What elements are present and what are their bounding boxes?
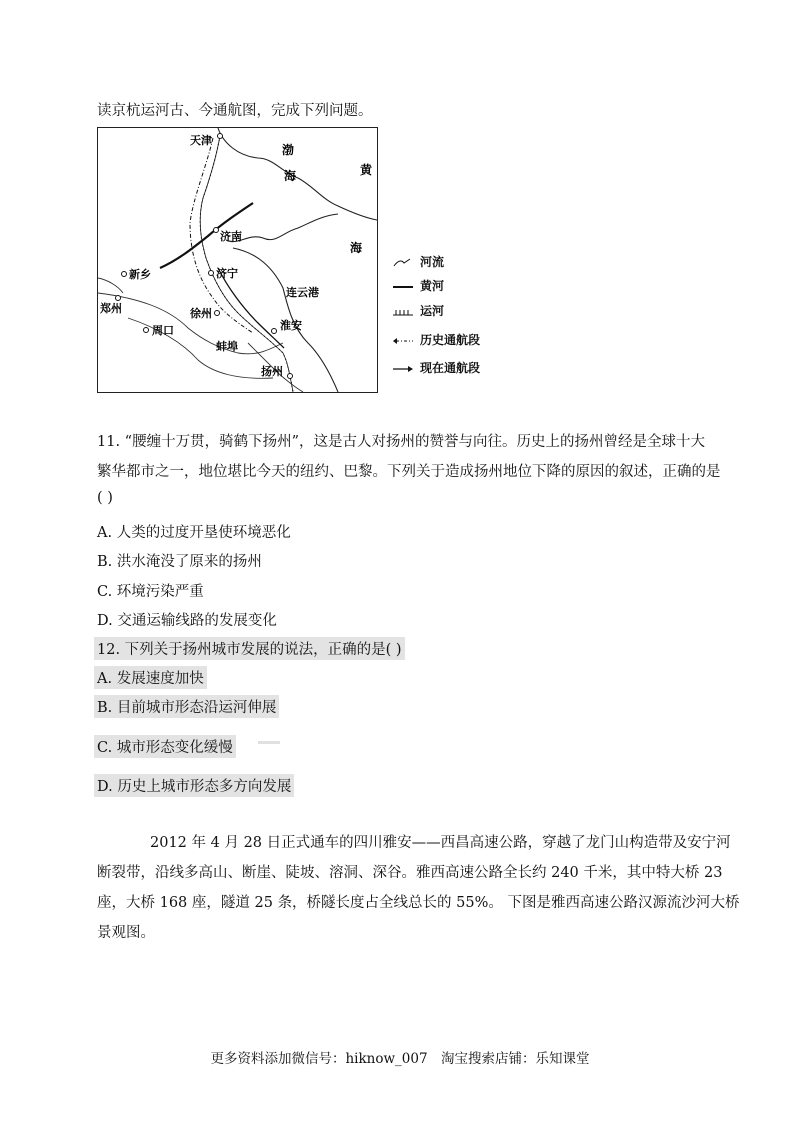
passage-line-1: 2012 年 4 月 28 日正式通车的四川雅安——西昌高速公路，穿越了龙门山构造带及安宁河	[150, 835, 731, 851]
q11-option-c[interactable]: C. 环境污染严重	[97, 584, 204, 600]
label-huaian: 淮安	[280, 319, 302, 332]
canal-map	[97, 127, 378, 393]
legend-yellow-river	[392, 277, 444, 294]
legend-current-label: 现在通航段	[420, 361, 481, 375]
intro-text: 读京杭运河古、今通航图，完成下列问题。	[97, 103, 373, 119]
q11-line-2: 繁华都市之一，地位堪比今天的纽约、巴黎。下列关于造成扬州地位下降的原因的叙述，正确的是	[97, 464, 721, 480]
q11-line-1: 11. “腰缠十万贯，骑鹤下扬州”，这是古人对扬州的赞誉与向往。历史上的扬州曾经是全球十大	[97, 434, 705, 450]
label-bengbu: 蚌埠	[216, 340, 238, 353]
passage-line-3: 座，大桥 168 座，隧道 25 条，桥隧长度占全线总长的 55%。 下图是雅西高速公路汉源流沙河大桥	[97, 895, 740, 911]
passage-line-4: 景观图。	[97, 925, 155, 941]
yangzhou-marker	[288, 374, 293, 379]
jinan-marker	[214, 228, 219, 233]
label-xinxiang: 新乡	[129, 268, 151, 281]
q12-option-a[interactable]: A. 发展速度加快	[94, 666, 207, 689]
q11-option-d[interactable]: D. 交通运输线路的发展变化	[97, 613, 277, 629]
label-huanghai-1: 黄	[360, 163, 373, 177]
label-yangzhou: 扬州	[261, 365, 283, 378]
river-legend-icon	[392, 257, 414, 269]
label-bohai-2: 海	[284, 169, 297, 183]
legend-yellow-river-label: 黄河	[420, 279, 445, 293]
canal-legend-icon	[392, 306, 414, 318]
current-route	[218, 268, 284, 348]
river-2	[128, 318, 273, 378]
passage-line-2: 断裂带，沿线多高山、断崖、陡坡、溶洞、深谷。雅西高速公路全长约 240 千米，其中特大桥 23	[97, 865, 723, 881]
xinxiang-marker	[122, 272, 127, 277]
q12-option-b[interactable]: B. 目前城市形态沿运河伸展	[94, 695, 279, 718]
footer-text: 更多资料添加微信号：hiknow_007 淘宝搜索店铺：乐知课堂	[210, 1051, 590, 1067]
coastline	[218, 128, 377, 220]
legend-river-label: 河流	[420, 255, 445, 269]
yellow-river-legend-icon	[392, 281, 414, 293]
label-zhoukou: 周口	[152, 324, 174, 337]
label-bohai-1: 渤	[282, 143, 295, 157]
label-lianyungang: 连云港	[286, 286, 319, 299]
label-jining: 济宁	[216, 267, 238, 280]
river-4	[98, 278, 123, 293]
q12-option-d[interactable]: D. 历史上城市形态多方向发展	[94, 774, 294, 797]
label-xuzhou: 徐州	[190, 307, 212, 320]
zhoukou-marker	[144, 328, 149, 333]
xuzhou-marker	[215, 311, 220, 316]
river-1	[98, 293, 283, 354]
label-jinan: 济南	[220, 230, 242, 243]
q11-option-a[interactable]: A. 人类的过度开垦使环境恶化	[97, 525, 291, 541]
legend-canal-label: 运河	[420, 304, 445, 318]
label-tianjin: 天津	[190, 134, 212, 147]
label-huanghai-2: 海	[350, 241, 363, 255]
zhengzhou-marker	[116, 296, 121, 301]
q12-stem: 12. 下列关于扬州城市发展的说法，正确的是( )	[94, 637, 405, 660]
canal-map-drawing	[98, 128, 377, 392]
label-zhengzhou: 郑州	[100, 302, 122, 315]
historical-legend-icon	[392, 335, 414, 347]
current-legend-icon	[392, 363, 414, 375]
legend-historical	[392, 331, 480, 348]
q11-option-b[interactable]: B. 洪水淹没了原来的扬州	[97, 554, 262, 570]
jining-marker	[209, 271, 214, 276]
q11-line-3: ( )	[97, 490, 113, 506]
legend-river	[392, 253, 444, 270]
highlight-fragment	[258, 741, 280, 744]
legend-current	[392, 359, 480, 376]
legend-historical-label: 历史通航段	[420, 333, 481, 347]
huaian-marker	[272, 329, 277, 334]
tianjin-marker	[218, 134, 223, 139]
q12-option-c[interactable]: C. 城市形态变化缓慢	[94, 735, 236, 758]
coastline-shandong	[226, 214, 338, 242]
legend-canal	[392, 302, 444, 319]
